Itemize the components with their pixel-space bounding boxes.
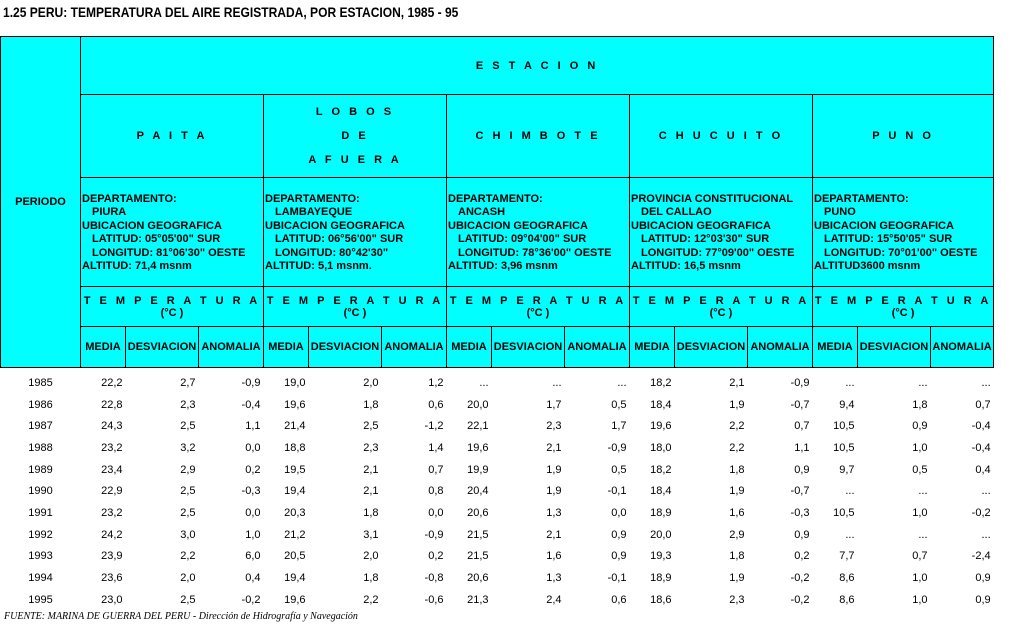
value-cell: -0,9 (607, 441, 627, 454)
station-info-line: ALTITUD3600 msnm (814, 260, 921, 272)
station-info (813, 178, 994, 287)
value-cell: 18,9 (650, 572, 672, 585)
station-name-line: C H U C U I T O (658, 130, 784, 142)
value-cell: 2,5 (180, 485, 196, 498)
value-cell: 8,6 (839, 593, 855, 606)
value-cell: 2,2 (180, 550, 196, 563)
value-cell: ... (479, 376, 489, 389)
value-cell: ... (617, 376, 627, 389)
value-cell: 19,6 (650, 420, 672, 433)
station-name-line: P U N O (872, 130, 934, 142)
station-info-line: UBICACION GEOGRAFICA (82, 219, 222, 232)
station-info-line: LONGITUD: 78°36'00" OESTE (458, 246, 612, 259)
value-cell: 21,5 (467, 528, 489, 541)
value-cell: 1,0 (912, 506, 928, 519)
value-cell: 0,4 (245, 572, 261, 585)
table-row (1, 524, 994, 546)
value-cell: -0,9 (424, 528, 444, 541)
value-cell: 8,6 (839, 572, 855, 585)
value-cell: 1,9 (546, 485, 562, 498)
value-cell: 2,0 (363, 550, 379, 563)
value-cell: -0,3 (790, 506, 810, 519)
value-cell: 0,2 (245, 463, 261, 476)
value-cell: 23,9 (101, 550, 123, 563)
value-cell: -0,9 (241, 376, 261, 389)
value-cell: 24,3 (101, 420, 123, 433)
value-cell: ... (981, 376, 991, 389)
value-cell: 0,9 (975, 572, 991, 585)
column-header-media: MEDIA (264, 327, 309, 368)
value-cell: 19,9 (467, 463, 489, 476)
column-header-desviacion: DESVIACION (675, 327, 748, 368)
temperature-header (81, 287, 264, 327)
column-header-desviacion: DESVIACION (858, 327, 931, 368)
value-cell: 19,3 (650, 550, 672, 563)
value-cell: 2,5 (180, 593, 196, 606)
value-cell: 10,5 (833, 420, 855, 433)
value-cell: 19,5 (284, 463, 306, 476)
value-cell: 20,3 (284, 506, 306, 519)
table-row (1, 459, 994, 481)
station-info-line: LONGITUD: 81°06'30" OESTE (92, 246, 246, 259)
year-cell: 1985 (28, 376, 53, 389)
value-cell: 0,7 (794, 420, 810, 433)
temperature-table (0, 36, 994, 611)
value-cell: 20,0 (650, 528, 672, 541)
temperature-unit: (°C ) (160, 306, 184, 319)
value-cell: 9,4 (839, 398, 855, 411)
value-cell: 0,2 (794, 550, 810, 563)
value-cell: 1,9 (729, 572, 745, 585)
value-cell: 24,2 (101, 528, 123, 541)
value-cell: -0,8 (424, 572, 444, 585)
value-cell: 21,2 (284, 528, 306, 541)
value-cell: 2,0 (180, 572, 196, 585)
station-info-line: LATITUD: 12°03'30" SUR (641, 233, 770, 245)
table-row (1, 567, 994, 589)
periodo-header: PERIODO (1, 37, 81, 368)
year-cell: 1988 (28, 441, 53, 454)
station-info-line: LONGITUD: 77°09'00" OESTE (641, 246, 795, 259)
value-cell: 1,8 (729, 463, 745, 476)
value-cell: 0,6 (428, 398, 444, 411)
value-cell: 18,0 (650, 441, 672, 454)
station-info-line: ALTITUD: 3,96 msnm (448, 260, 558, 272)
station-info-line: UBICACION GEOGRAFICA (448, 219, 588, 232)
station-info-line: ALTITUD: 16,5 msnm (631, 260, 741, 272)
value-cell: 10,5 (833, 441, 855, 454)
value-cell: -0,3 (241, 485, 261, 498)
station-name-line: C H I M B O T E (475, 130, 601, 142)
value-cell: 1,0 (912, 441, 928, 454)
value-cell: 1,9 (546, 463, 562, 476)
value-cell: 1,0 (245, 528, 261, 541)
station-name-header (813, 95, 994, 178)
value-cell: 18,4 (650, 398, 672, 411)
station-info-line: LATITUD: 15°50'05" SUR (824, 233, 953, 245)
temperature-label: T E M P E R A T U R A (266, 294, 444, 307)
temperature-unit: (°C ) (709, 306, 733, 319)
table-row (1, 437, 994, 459)
value-cell: 18,6 (650, 593, 672, 606)
value-cell: 23,4 (101, 463, 123, 476)
station-info-line: PIURA (92, 206, 127, 218)
value-cell: 19,0 (284, 376, 306, 389)
source-note: FUENTE: MARINA DE GUERRA DEL PERU - Dirección de Hidrografía y Navegación (4, 611, 358, 622)
value-cell: 22,9 (101, 485, 123, 498)
temperature-label: T E M P E R A T U R A (449, 294, 627, 307)
value-cell: 1,8 (912, 398, 928, 411)
value-cell: 22,2 (101, 376, 123, 389)
value-cell: 2,1 (363, 485, 379, 498)
value-cell: 1,3 (546, 506, 562, 519)
value-cell: 0,0 (245, 506, 261, 519)
value-cell: 0,0 (611, 506, 627, 519)
value-cell: -0,4 (241, 398, 261, 411)
value-cell: 1,1 (794, 441, 810, 454)
station-info-line: LONGITUD: 70°01'00" OESTE (824, 246, 978, 259)
station-name-header (630, 95, 813, 178)
column-header-anomalia: ANOMALIA (199, 327, 264, 368)
value-cell: 20,5 (284, 550, 306, 563)
station-info-line: ALTITUD: 5,1 msnm. (265, 260, 372, 272)
station-info (264, 178, 447, 287)
value-cell: 2,1 (729, 376, 745, 389)
value-cell: 20,6 (467, 506, 489, 519)
value-cell: 2,7 (180, 376, 196, 389)
value-cell: 21,5 (467, 550, 489, 563)
station-name-header (447, 95, 630, 178)
value-cell: 1,8 (363, 572, 379, 585)
station-name-line: D E (341, 130, 369, 142)
column-header-anomalia: ANOMALIA (565, 327, 630, 368)
value-cell: 2,1 (363, 463, 379, 476)
value-cell: 23,0 (101, 593, 123, 606)
value-cell: -0,4 (971, 420, 991, 433)
value-cell: 1,0 (912, 572, 928, 585)
value-cell: 1,6 (729, 506, 745, 519)
value-cell: -0,1 (607, 572, 627, 585)
value-cell: 20,0 (467, 398, 489, 411)
value-cell: 1,0 (912, 593, 928, 606)
column-header-media: MEDIA (630, 327, 675, 368)
table-row (1, 546, 994, 568)
temperature-header (447, 287, 630, 327)
value-cell: 3,0 (180, 528, 196, 541)
temperature-label: T E M P E R A T U R A (83, 294, 261, 307)
temperature-unit: (°C ) (343, 306, 367, 319)
value-cell: 18,9 (650, 506, 672, 519)
value-cell: 2,3 (546, 420, 562, 433)
value-cell: 18,2 (650, 376, 672, 389)
year-cell: 1986 (28, 398, 53, 411)
station-info (447, 178, 630, 287)
value-cell: 1,9 (729, 398, 745, 411)
value-cell: 0,9 (794, 528, 810, 541)
value-cell: 1,8 (363, 506, 379, 519)
value-cell: 0,8 (428, 485, 444, 498)
value-cell: ... (845, 485, 855, 498)
value-cell: 0,7 (975, 398, 991, 411)
value-cell: 1,7 (546, 398, 562, 411)
column-header-anomalia: ANOMALIA (931, 327, 994, 368)
value-cell: 1,6 (546, 550, 562, 563)
value-cell: -0,6 (424, 593, 444, 606)
year-cell: 1990 (28, 485, 53, 498)
table-row (1, 589, 994, 611)
table-row (1, 368, 994, 394)
column-header-media: MEDIA (81, 327, 126, 368)
value-cell: 0,9 (794, 463, 810, 476)
year-cell: 1989 (28, 463, 53, 476)
value-cell: 0,2 (428, 550, 444, 563)
table-row (1, 415, 994, 437)
value-cell: 19,6 (467, 441, 489, 454)
value-cell: 2,5 (180, 506, 196, 519)
value-cell: 2,2 (729, 420, 745, 433)
table-row (1, 480, 994, 502)
value-cell: -0,2 (241, 593, 261, 606)
value-cell: 2,9 (180, 463, 196, 476)
column-header-anomalia: ANOMALIA (748, 327, 813, 368)
station-name-header (264, 95, 447, 178)
value-cell: 2,3 (180, 398, 196, 411)
value-cell: ... (845, 528, 855, 541)
value-cell: 1,7 (611, 420, 627, 433)
value-cell: 1,2 (428, 376, 444, 389)
station-info-line: LATITUD: 09°04'00" SUR (458, 233, 587, 245)
value-cell: 18,2 (650, 463, 672, 476)
value-cell: 2,1 (546, 528, 562, 541)
page-title: 1.25 PERU: TEMPERATURA DEL AIRE REGISTRADA, POR ESTACION, 1985 - 95 (3, 4, 459, 20)
station-info-line: LONGITUD: 80°42'30" (275, 246, 389, 259)
value-cell: 22,1 (467, 420, 489, 433)
station-name-line: L O B O S (315, 106, 395, 118)
value-cell: 0,5 (611, 398, 627, 411)
value-cell: -0,2 (971, 506, 991, 519)
station-info-line: ANCASH (458, 206, 506, 218)
value-cell: ... (918, 528, 928, 541)
station-info-line: DEPARTAMENTO: (265, 192, 360, 205)
value-cell: 2,3 (729, 593, 745, 606)
value-cell: 2,9 (729, 528, 745, 541)
value-cell: 9,7 (839, 463, 855, 476)
station-info-line: PUNO (824, 206, 856, 218)
value-cell: 1,3 (546, 572, 562, 585)
year-cell: 1994 (28, 572, 53, 585)
year-cell: 1992 (28, 528, 53, 541)
station-info-line: DEL CALLAO (641, 206, 712, 218)
value-cell: 0,9 (611, 550, 627, 563)
value-cell: 7,7 (839, 550, 855, 563)
year-cell: 1993 (28, 550, 53, 563)
column-header-desviacion: DESVIACION (309, 327, 382, 368)
value-cell: 22,8 (101, 398, 123, 411)
value-cell: 18,8 (284, 441, 306, 454)
temperature-label: T E M P E R A T U R A (632, 294, 810, 307)
value-cell: ... (981, 485, 991, 498)
station-info-line: UBICACION GEOGRAFICA (265, 219, 405, 232)
station-info-line: LATITUD: 06°56'00" SUR (275, 233, 404, 245)
column-header-desviacion: DESVIACION (492, 327, 565, 368)
value-cell: 0,9 (611, 528, 627, 541)
value-cell: 0,0 (428, 506, 444, 519)
value-cell: 0,7 (912, 550, 928, 563)
value-cell: ... (918, 485, 928, 498)
value-cell: 20,6 (467, 572, 489, 585)
value-cell: 2,5 (180, 420, 196, 433)
value-cell: 2,2 (363, 593, 379, 606)
column-header-desviacion: DESVIACION (126, 327, 199, 368)
value-cell: 21,4 (284, 420, 306, 433)
value-cell: ... (552, 376, 562, 389)
value-cell: 0,6 (611, 593, 627, 606)
value-cell: -1,2 (424, 420, 444, 433)
value-cell: 2,4 (546, 593, 562, 606)
value-cell: -0,9 (790, 376, 810, 389)
station-info-line: UBICACION GEOGRAFICA (814, 219, 954, 232)
value-cell: 1,4 (428, 441, 444, 454)
value-cell: 19,6 (284, 593, 306, 606)
value-cell: 2,0 (363, 376, 379, 389)
value-cell: -0,1 (607, 485, 627, 498)
station-name-header (81, 95, 264, 178)
value-cell: 6,0 (245, 550, 261, 563)
value-cell: 0,7 (428, 463, 444, 476)
value-cell: 19,4 (284, 572, 306, 585)
station-info-line: ALTITUD: 71,4 msnm (82, 260, 192, 272)
value-cell: 0,5 (912, 463, 928, 476)
station-name-line: A F U E R A (308, 154, 402, 166)
column-header-media: MEDIA (447, 327, 492, 368)
temperature-header (813, 287, 994, 327)
value-cell: -0,7 (790, 485, 810, 498)
value-cell: 2,5 (363, 420, 379, 433)
value-cell: -2,4 (971, 550, 991, 563)
value-cell: 0,5 (611, 463, 627, 476)
value-cell: 20,4 (467, 485, 489, 498)
temperature-header (630, 287, 813, 327)
station-info-line: LATITUD: 05°05'00" SUR (92, 233, 221, 245)
year-cell: 1987 (28, 420, 53, 433)
station-info-line: LAMBAYEQUE (275, 206, 353, 218)
temperature-label: T E M P E R A T U R A (814, 294, 992, 307)
temperature-unit: (°C ) (891, 306, 915, 319)
value-cell: 1,1 (245, 420, 261, 433)
value-cell: 18,4 (650, 485, 672, 498)
value-cell: 21,3 (467, 593, 489, 606)
value-cell: 3,1 (363, 528, 379, 541)
station-info-line: PROVINCIA CONSTITUCIONAL (631, 192, 794, 205)
value-cell: 2,3 (363, 441, 379, 454)
value-cell: 2,1 (546, 441, 562, 454)
year-cell: 1995 (28, 593, 53, 606)
value-cell: ... (845, 376, 855, 389)
value-cell: 0,4 (975, 463, 991, 476)
value-cell: 1,8 (363, 398, 379, 411)
value-cell: -0,7 (790, 398, 810, 411)
temperature-header (264, 287, 447, 327)
station-info-line: DEPARTAMENTO: (448, 192, 543, 205)
value-cell: 19,6 (284, 398, 306, 411)
table-row (1, 502, 994, 524)
year-cell: 1991 (28, 506, 53, 519)
value-cell: 2,2 (729, 441, 745, 454)
column-header-media: MEDIA (813, 327, 858, 368)
station-info (630, 178, 813, 287)
column-header-anomalia: ANOMALIA (382, 327, 447, 368)
value-cell: ... (918, 376, 928, 389)
table-row (1, 394, 994, 416)
value-cell: 19,4 (284, 485, 306, 498)
value-cell: 10,5 (833, 506, 855, 519)
value-cell: -0,2 (790, 593, 810, 606)
value-cell: 0,0 (245, 441, 261, 454)
estacion-header: E S T A C I O N (81, 37, 994, 95)
table-container (0, 36, 993, 611)
value-cell: 23,2 (101, 506, 123, 519)
value-cell: 23,6 (101, 572, 123, 585)
station-info (81, 178, 264, 287)
value-cell: 0,9 (912, 420, 928, 433)
value-cell: -0,2 (790, 572, 810, 585)
value-cell: 1,9 (729, 485, 745, 498)
value-cell: 3,2 (180, 441, 196, 454)
station-info-line: UBICACION GEOGRAFICA (631, 219, 771, 232)
value-cell: 0,9 (975, 593, 991, 606)
value-cell: ... (981, 528, 991, 541)
station-name-line: P A I T A (136, 130, 208, 142)
value-cell: 23,2 (101, 441, 123, 454)
station-info-line: DEPARTAMENTO: (814, 192, 909, 205)
station-info-line: DEPARTAMENTO: (82, 192, 177, 205)
temperature-unit: (°C ) (526, 306, 550, 319)
value-cell: 1,8 (729, 550, 745, 563)
value-cell: -0,4 (971, 441, 991, 454)
